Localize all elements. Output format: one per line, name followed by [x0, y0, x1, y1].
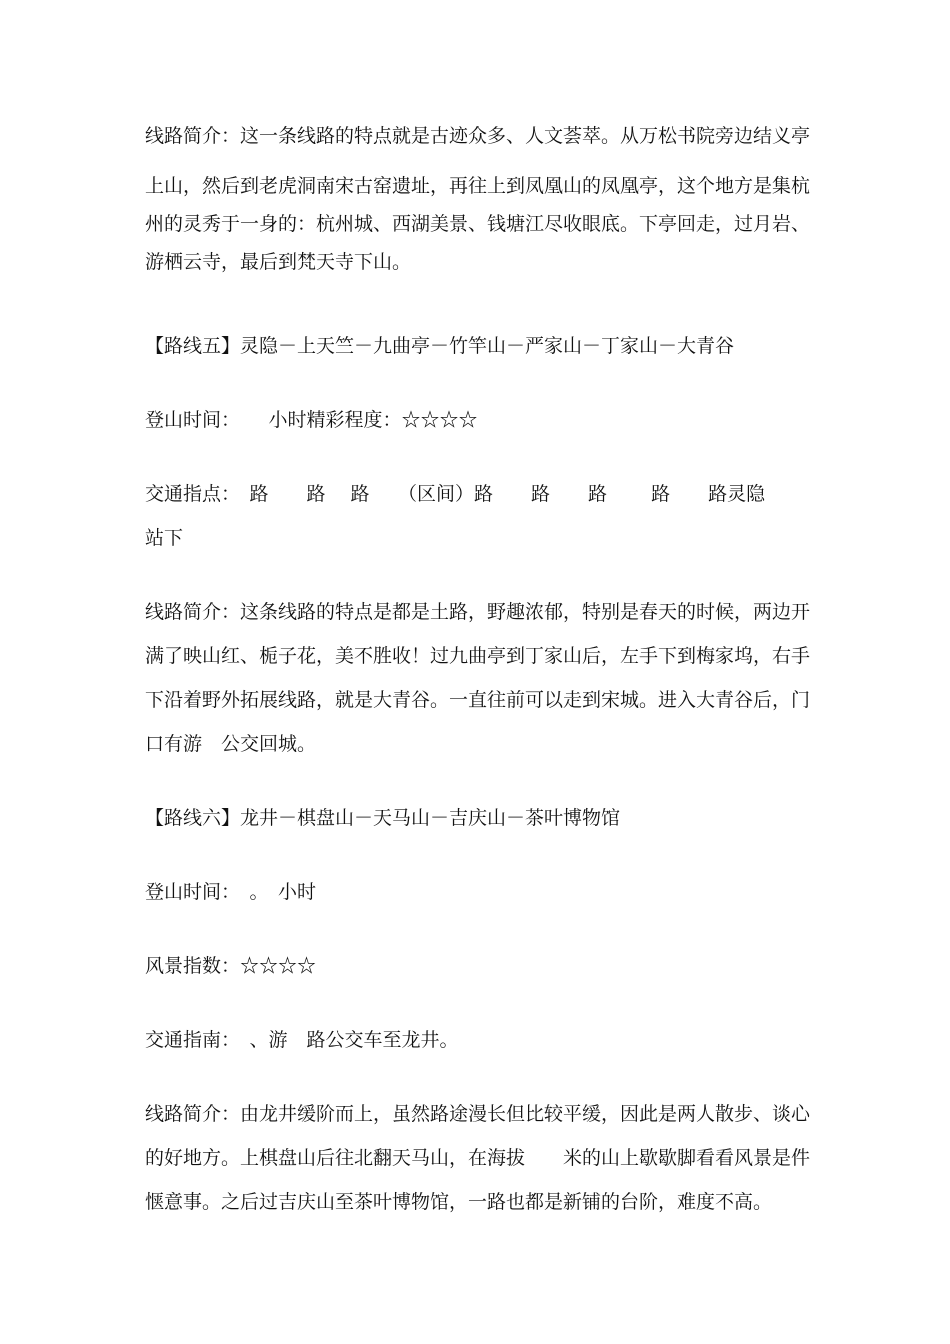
route6-traffic: 交通指南： 、游 路公交车至龙井。 — [145, 1029, 459, 1051]
route4-intro-line: 线路简介：这一条线路的特点就是古迹众多、人文荟萃。从万松书院旁边结义亭 — [145, 125, 811, 147]
route5-intro-line: 口有游 公交回城。 — [145, 733, 317, 755]
route4-intro-line: 州的灵秀于一身的：杭州城、西湖美景、钱塘江尽收眼底。下亭回走，过月岩、 — [145, 213, 811, 235]
route5-traffic-line: 交通指点： 路 路 路 （区间）路 路 路 路 路灵隐 — [145, 483, 766, 505]
route6-intro-line: 线路简介：由龙井缓阶而上，虽然路途漫长但比较平缓，因此是两人散步、谈心 — [145, 1103, 811, 1125]
route5-time: 登山时间： 小时精彩程度：☆☆☆☆ — [145, 409, 478, 431]
route5-heading: 【路线五】灵隐－上天竺－九曲亭－竹竿山－严家山－丁家山－大青谷 — [145, 335, 735, 357]
route4-intro-line: 上山，然后到老虎洞南宋古窑遗址，再往上到凤凰山的凤凰亭，这个地方是集杭 — [145, 175, 811, 197]
route6-intro-line: 的好地方。上棋盘山后往北翻天马山，在海拔 米的山上歇歇脚看看风景是件 — [145, 1147, 811, 1169]
route5-intro-line: 线路简介：这条线路的特点是都是土路，野趣浓郁，特别是春天的时候，两边开 — [145, 601, 811, 623]
route6-scenery: 风景指数：☆☆☆☆ — [145, 955, 317, 977]
route6-intro-line: 惬意事。之后过吉庆山至茶叶博物馆，一路也都是新铺的台阶，难度不高。 — [145, 1191, 773, 1213]
route5-intro-line: 满了映山红、栀子花，美不胜收！过九曲亭到丁家山后，左手下到梅家坞，右手 — [145, 645, 811, 667]
route5-traffic-line: 站下 — [145, 527, 184, 549]
route6-time: 登山时间： 。 小时 — [145, 881, 317, 903]
route6-heading: 【路线六】龙井－棋盘山－天马山－吉庆山－茶叶博物馆 — [145, 807, 621, 829]
route5-intro-line: 下沿着野外拓展线路，就是大青谷。一直往前可以走到宋城。进入大青谷后，门 — [145, 689, 811, 711]
route4-intro-line: 游栖云寺，最后到梵天寺下山。 — [145, 251, 412, 273]
